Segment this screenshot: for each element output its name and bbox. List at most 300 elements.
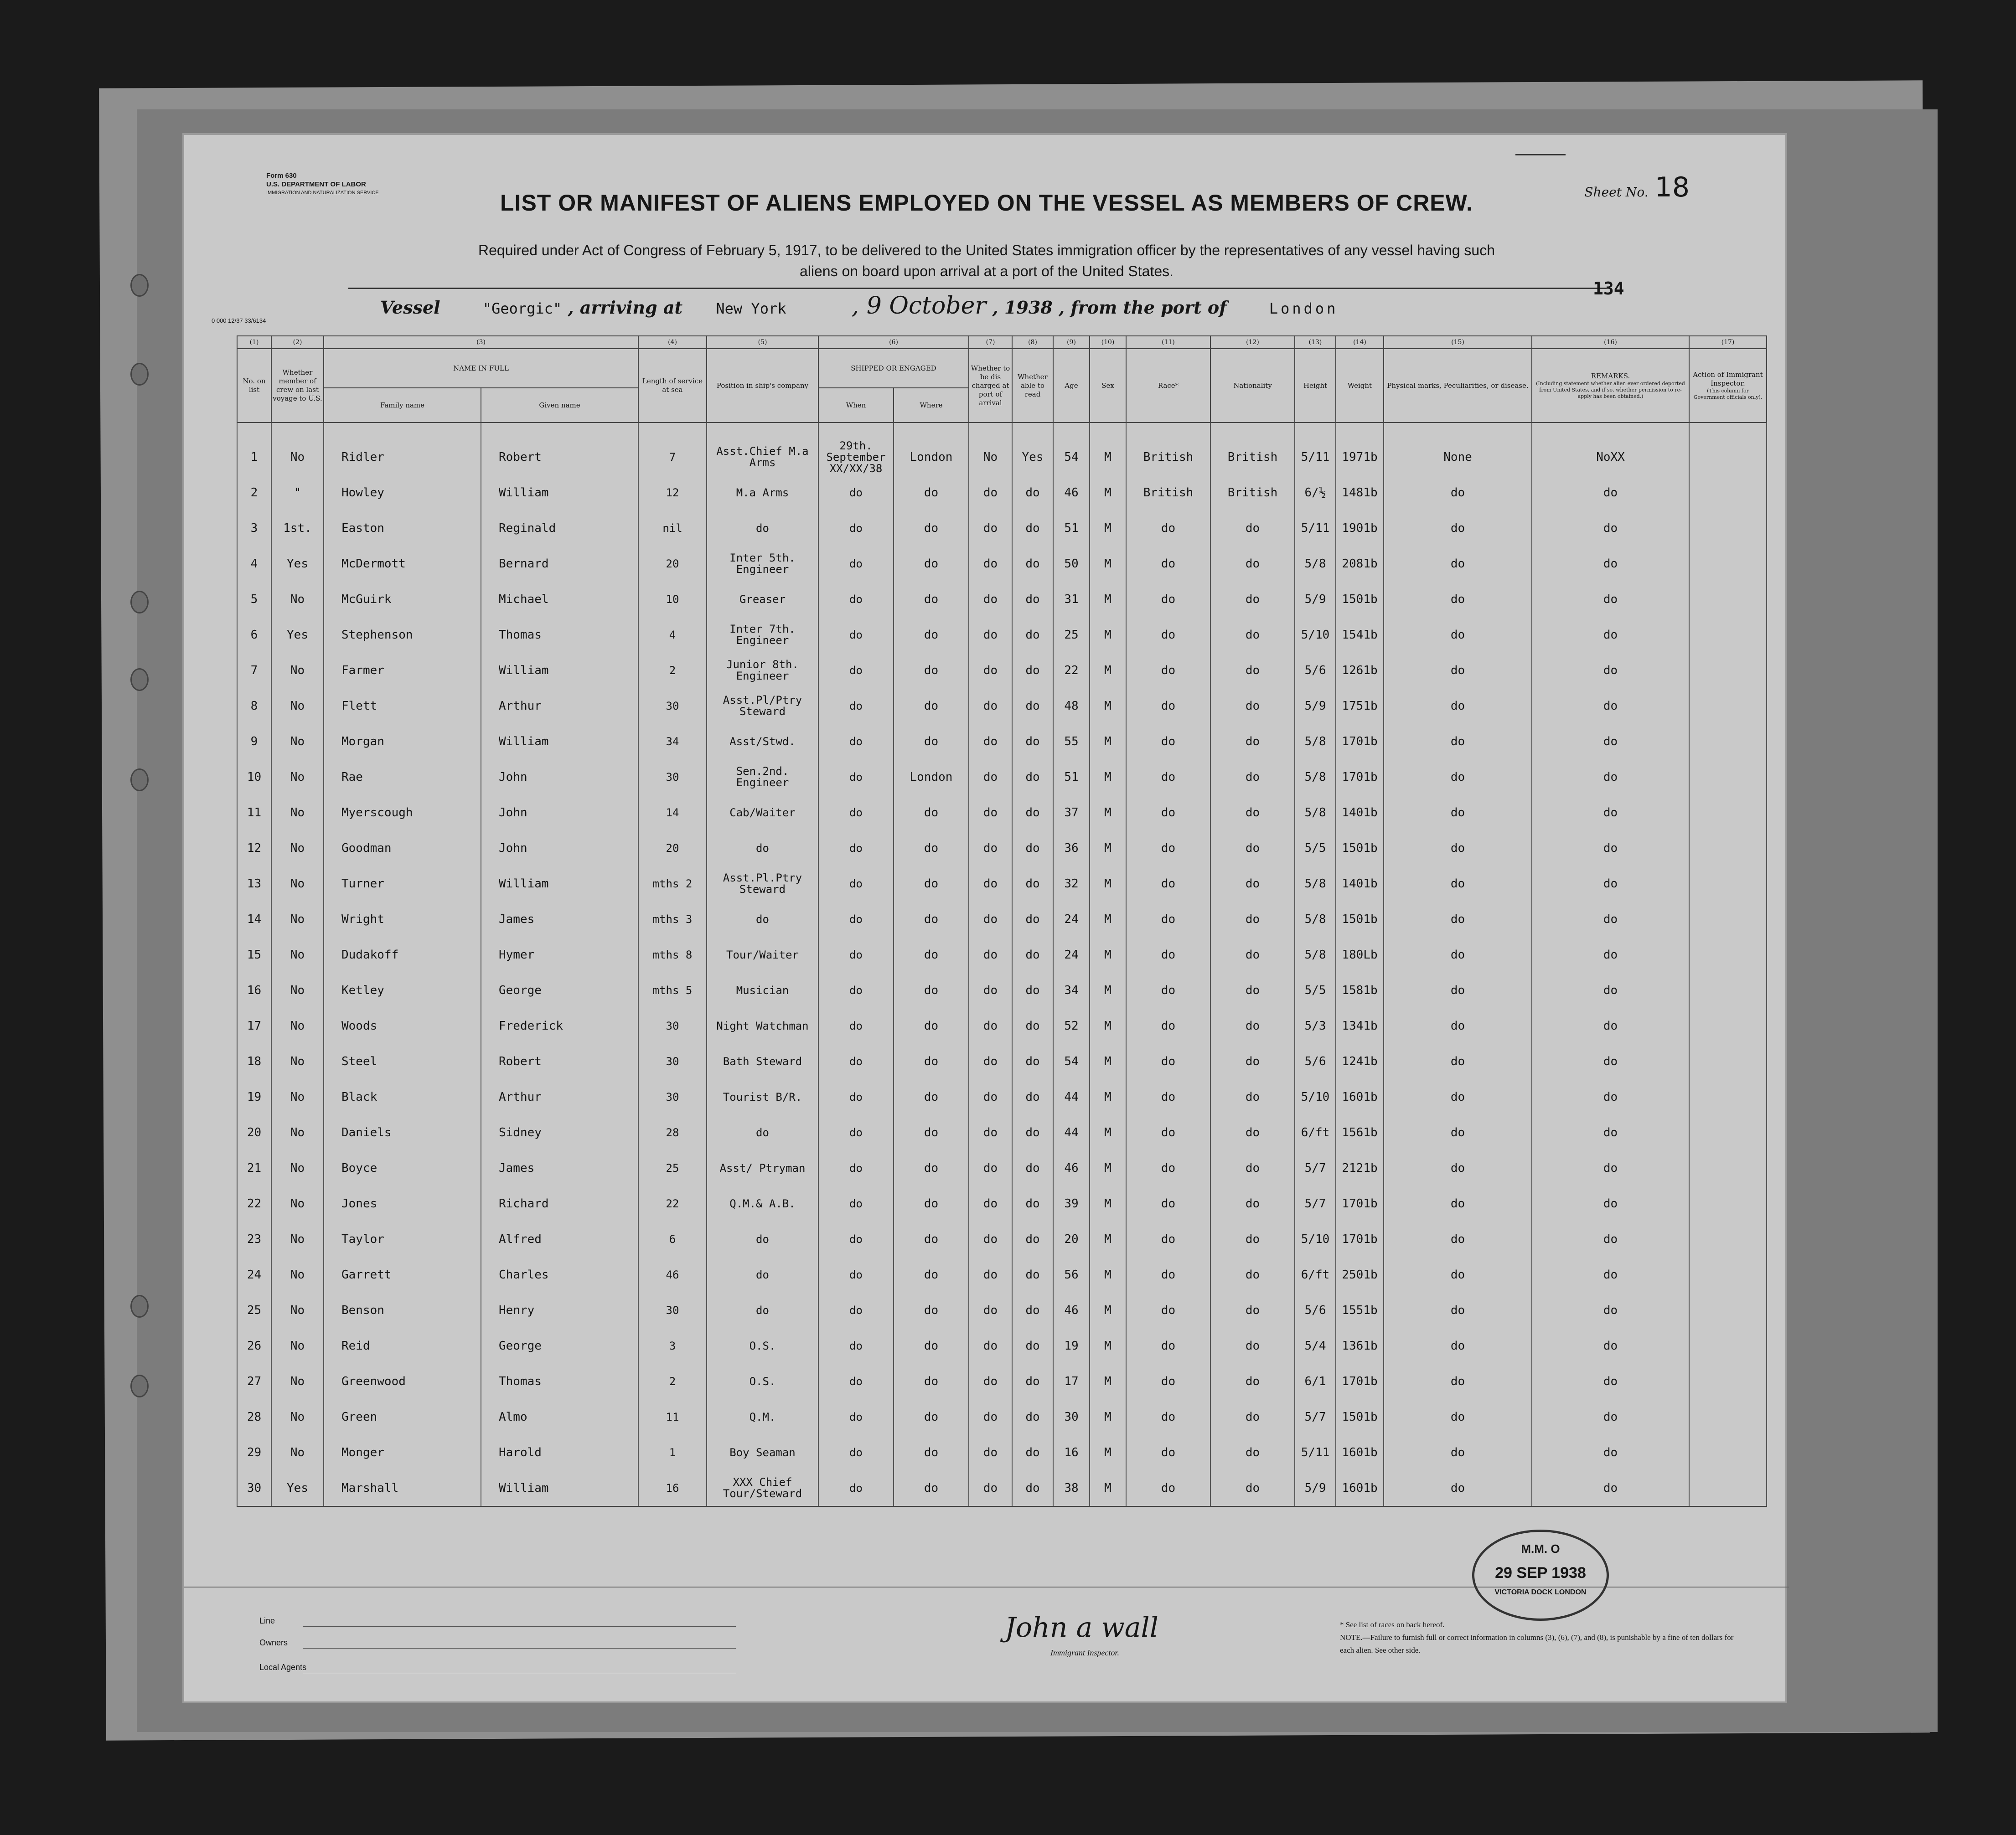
race-cell: do xyxy=(1126,1186,1210,1222)
header-remarks-note: (Including statement whether alien ever ordered deported from United States, and if so, whether permission to re-apply has been obtained.) xyxy=(1536,380,1685,399)
able-to-read-cell: do xyxy=(1012,902,1053,937)
sex-cell: M xyxy=(1090,617,1126,653)
age-cell: 44 xyxy=(1053,1115,1090,1150)
physical-marks-cell: do xyxy=(1384,937,1532,973)
spacer-cell xyxy=(1336,423,1384,439)
spacer-cell xyxy=(1126,423,1210,439)
given-name-cell: John xyxy=(481,795,638,830)
height-cell: 5/8 xyxy=(1295,795,1336,830)
given-name-cell: William xyxy=(481,1470,638,1506)
length-of-service-cell: 34 xyxy=(638,724,707,759)
length-of-service-cell: mths 2 xyxy=(638,866,707,902)
able-to-read-cell: do xyxy=(1012,1222,1053,1257)
able-to-read-cell: do xyxy=(1012,1328,1053,1364)
remarks-cell: do xyxy=(1532,1222,1689,1257)
shipped-when-cell: do xyxy=(818,653,894,688)
col-11-number: (11) xyxy=(1126,336,1210,349)
spacer-cell xyxy=(481,423,638,439)
to-be-discharged-cell: do xyxy=(969,866,1012,902)
age-cell: 51 xyxy=(1053,759,1090,795)
family-name-cell: Benson xyxy=(324,1293,481,1328)
shipped-where-cell: do xyxy=(894,617,969,653)
member-last-voyage-cell: No xyxy=(271,937,324,973)
able-to-read-cell: do xyxy=(1012,1435,1053,1470)
nationality-cell: do xyxy=(1210,1186,1295,1222)
age-cell: 46 xyxy=(1053,1150,1090,1186)
length-of-service-cell: 46 xyxy=(638,1257,707,1293)
to-be-discharged-cell: do xyxy=(969,1470,1012,1506)
given-name-cell: Arthur xyxy=(481,1079,638,1115)
nationality-cell: British xyxy=(1210,439,1295,475)
binder-hole xyxy=(130,591,149,613)
inspector-signature: John a wall xyxy=(1005,1612,1158,1644)
shipped-where-cell: do xyxy=(894,1257,969,1293)
col-17-number: (17) xyxy=(1689,336,1767,349)
given-name-cell: Henry xyxy=(481,1293,638,1328)
spacer-cell xyxy=(969,423,1012,439)
weight-cell: 1701b xyxy=(1336,1222,1384,1257)
binder-hole xyxy=(130,768,149,791)
table-row xyxy=(237,1399,1767,1435)
table-row xyxy=(237,1435,1767,1470)
physical-marks-cell: do xyxy=(1384,973,1532,1008)
family-name-cell: Goodman xyxy=(324,830,481,866)
inspector-action-cell xyxy=(1689,582,1767,617)
inspector-action-cell xyxy=(1689,653,1767,688)
col-14-number: (14) xyxy=(1336,336,1384,349)
row-number-cell: 9 xyxy=(237,724,271,759)
able-to-read-cell: do xyxy=(1012,510,1053,546)
sex-cell: M xyxy=(1090,546,1126,582)
nationality-cell: do xyxy=(1210,937,1295,973)
header-action-note: (This column for Government officials only). xyxy=(1693,388,1763,400)
from-port-label: , from the port of xyxy=(1058,297,1227,318)
family-name-cell: Farmer xyxy=(324,653,481,688)
row-number-cell: 11 xyxy=(237,795,271,830)
height-cell: 5/8 xyxy=(1295,724,1336,759)
inspector-action-cell xyxy=(1689,439,1767,475)
height-cell: 6/ft xyxy=(1295,1115,1336,1150)
physical-marks-cell: do xyxy=(1384,475,1532,510)
length-of-service-cell: 30 xyxy=(638,1008,707,1044)
table-row xyxy=(237,1044,1767,1079)
weight-cell: 1341b xyxy=(1336,1008,1384,1044)
spacer-cell xyxy=(1295,423,1336,439)
row-number-cell: 1 xyxy=(237,439,271,475)
row-number-cell: 24 xyxy=(237,1257,271,1293)
shipped-when-cell: do xyxy=(818,1044,894,1079)
height-cell: 5/7 xyxy=(1295,1186,1336,1222)
column-number-row xyxy=(237,336,1767,349)
position-cell: do xyxy=(707,830,818,866)
shipped-where-cell: do xyxy=(894,1079,969,1115)
length-of-service-cell: 28 xyxy=(638,1115,707,1150)
line-field[interactable] xyxy=(303,1626,736,1627)
stamp-top: M.M. O xyxy=(1521,1542,1560,1556)
length-of-service-cell: 10 xyxy=(638,582,707,617)
family-name-cell: Dudakoff xyxy=(324,937,481,973)
inspector-action-cell xyxy=(1689,1115,1767,1150)
age-cell: 32 xyxy=(1053,866,1090,902)
able-to-read-cell: do xyxy=(1012,1079,1053,1115)
shipped-when-cell: do xyxy=(818,1150,894,1186)
remarks-cell: do xyxy=(1532,1257,1689,1293)
to-be-discharged-cell: do xyxy=(969,1186,1012,1222)
spacer-cell xyxy=(1689,423,1767,439)
remarks-cell: do xyxy=(1532,510,1689,546)
remarks-cell: do xyxy=(1532,546,1689,582)
family-name-cell: Daniels xyxy=(324,1115,481,1150)
race-cell: British xyxy=(1126,475,1210,510)
sex-cell: M xyxy=(1090,1257,1126,1293)
col-12-number: (12) xyxy=(1210,336,1295,349)
remarks-cell: do xyxy=(1532,1079,1689,1115)
family-name-cell: Woods xyxy=(324,1008,481,1044)
family-name-cell: McGuirk xyxy=(324,582,481,617)
shipped-where-cell: do xyxy=(894,1186,969,1222)
member-last-voyage-cell: No xyxy=(271,1115,324,1150)
races-note: * See list of races on back hereof. xyxy=(1340,1620,1445,1629)
spacer-cell xyxy=(1532,423,1689,439)
physical-marks-cell: do xyxy=(1384,653,1532,688)
height-cell: 5/10 xyxy=(1295,1222,1336,1257)
able-to-read-cell: do xyxy=(1012,795,1053,830)
given-name-cell: Sidney xyxy=(481,1115,638,1150)
able-to-read-cell: do xyxy=(1012,1150,1053,1186)
table-row xyxy=(237,724,1767,759)
sex-cell: M xyxy=(1090,1150,1126,1186)
physical-marks-cell: do xyxy=(1384,546,1532,582)
column-title-row xyxy=(237,349,1767,388)
family-name-cell: Reid xyxy=(324,1328,481,1364)
to-be-discharged-cell: do xyxy=(969,973,1012,1008)
from-port: London xyxy=(1269,300,1339,317)
physical-marks-cell: do xyxy=(1384,1364,1532,1399)
height-cell: 6/ft xyxy=(1295,1257,1336,1293)
able-to-read-cell: do xyxy=(1012,1008,1053,1044)
sex-cell: M xyxy=(1090,1222,1126,1257)
member-last-voyage-cell: No xyxy=(271,1079,324,1115)
nationality-cell: do xyxy=(1210,1435,1295,1470)
family-name-cell: Ketley xyxy=(324,973,481,1008)
weight-cell: 1361b xyxy=(1336,1328,1384,1364)
height-cell: 5/10 xyxy=(1295,617,1336,653)
col-9-number: (9) xyxy=(1053,336,1090,349)
sex-cell: M xyxy=(1090,1293,1126,1328)
race-cell: do xyxy=(1126,1257,1210,1293)
member-last-voyage-cell: No xyxy=(271,1008,324,1044)
sex-cell: M xyxy=(1090,902,1126,937)
shipped-when-cell: do xyxy=(818,1222,894,1257)
row-number-cell: 8 xyxy=(237,688,271,724)
spacer-cell xyxy=(237,423,271,439)
race-cell: do xyxy=(1126,1008,1210,1044)
family-name-cell: Flett xyxy=(324,688,481,724)
weight-cell: 1401b xyxy=(1336,795,1384,830)
race-cell: do xyxy=(1126,582,1210,617)
shipped-when-cell: do xyxy=(818,1257,894,1293)
shipped-when-cell: do xyxy=(818,546,894,582)
sex-cell: M xyxy=(1090,830,1126,866)
member-last-voyage-cell: No xyxy=(271,1399,324,1435)
to-be-discharged-cell: do xyxy=(969,510,1012,546)
shipped-where-cell: do xyxy=(894,830,969,866)
physical-marks-cell: do xyxy=(1384,688,1532,724)
sex-cell: M xyxy=(1090,1470,1126,1506)
position-cell: do xyxy=(707,1115,818,1150)
race-cell: do xyxy=(1126,902,1210,937)
sex-cell: M xyxy=(1090,510,1126,546)
header-given-name: Given name xyxy=(481,388,638,423)
shipped-where-cell: do xyxy=(894,1115,969,1150)
weight-cell: 1601b xyxy=(1336,1470,1384,1506)
weight-cell: 1701b xyxy=(1336,1364,1384,1399)
given-name-cell: George xyxy=(481,1328,638,1364)
table-row xyxy=(237,475,1767,510)
height-cell: 5/9 xyxy=(1295,1470,1336,1506)
shipped-when-cell: do xyxy=(818,1364,894,1399)
header-remarks xyxy=(1532,349,1689,423)
nationality-cell: do xyxy=(1210,759,1295,795)
inspector-action-cell xyxy=(1689,1470,1767,1506)
to-be-discharged-cell: do xyxy=(969,475,1012,510)
stamp-date: 29 SEP 1938 xyxy=(1495,1564,1586,1582)
department-name: U.S. DEPARTMENT OF LABOR xyxy=(266,180,366,188)
age-cell: 38 xyxy=(1053,1470,1090,1506)
member-last-voyage-cell: No xyxy=(271,1328,324,1364)
nationality-cell: do xyxy=(1210,1257,1295,1293)
remarks-cell: NoXX xyxy=(1532,439,1689,475)
weight-cell: 1601b xyxy=(1336,1079,1384,1115)
remarks-cell: do xyxy=(1532,795,1689,830)
position-cell: Tourist B/R. xyxy=(707,1079,818,1115)
inspector-action-cell xyxy=(1689,688,1767,724)
col-7-number: (7) xyxy=(969,336,1012,349)
position-cell: do xyxy=(707,1222,818,1257)
shipped-when-cell: do xyxy=(818,617,894,653)
physical-marks-cell: do xyxy=(1384,510,1532,546)
local-agents-label: Local Agents xyxy=(259,1663,307,1672)
length-of-service-cell: mths 8 xyxy=(638,937,707,973)
manifest-count: 134 xyxy=(1593,278,1624,299)
stamp-bottom: VICTORIA DOCK LONDON xyxy=(1494,1588,1587,1596)
spacer-cell xyxy=(1012,423,1053,439)
sex-cell: M xyxy=(1090,937,1126,973)
able-to-read-cell: do xyxy=(1012,830,1053,866)
page-subtitle xyxy=(367,240,1607,282)
weight-cell: 1551b xyxy=(1336,1293,1384,1328)
member-last-voyage-cell: Yes xyxy=(271,617,324,653)
member-last-voyage-cell: No xyxy=(271,582,324,617)
race-cell: do xyxy=(1126,1293,1210,1328)
shipped-where-cell: do xyxy=(894,653,969,688)
table-row xyxy=(237,688,1767,724)
spacer-cell xyxy=(894,423,969,439)
able-to-read-cell: do xyxy=(1012,1364,1053,1399)
nationality-cell: do xyxy=(1210,902,1295,937)
shipped-where-cell: London xyxy=(894,439,969,475)
given-name-cell: Charles xyxy=(481,1257,638,1293)
table-row xyxy=(237,1008,1767,1044)
remarks-cell: do xyxy=(1532,1044,1689,1079)
weight-cell: 1701b xyxy=(1336,759,1384,795)
race-cell: do xyxy=(1126,759,1210,795)
member-last-voyage-cell: No xyxy=(271,902,324,937)
header-physical-marks: Physical marks, Peculiarities, or disease. xyxy=(1384,349,1532,423)
physical-marks-cell: do xyxy=(1384,902,1532,937)
age-cell: 54 xyxy=(1053,439,1090,475)
length-of-service-cell: 1 xyxy=(638,1435,707,1470)
row-number-cell: 26 xyxy=(237,1328,271,1364)
sex-cell: M xyxy=(1090,1186,1126,1222)
sex-cell: M xyxy=(1090,1364,1126,1399)
race-cell: do xyxy=(1126,1364,1210,1399)
age-cell: 30 xyxy=(1053,1399,1090,1435)
shipped-when-cell: do xyxy=(818,1293,894,1328)
owners-field[interactable] xyxy=(303,1648,736,1649)
shipped-where-cell: do xyxy=(894,724,969,759)
height-cell: 5/8 xyxy=(1295,902,1336,937)
header-when: When xyxy=(818,388,894,423)
length-of-service-cell: 2 xyxy=(638,653,707,688)
position-cell: Inter 5th. Engineer xyxy=(707,546,818,582)
sex-cell: M xyxy=(1090,759,1126,795)
able-to-read-cell: do xyxy=(1012,973,1053,1008)
to-be-discharged-cell: do xyxy=(969,830,1012,866)
spacer-cell xyxy=(638,423,707,439)
length-of-service-cell: 12 xyxy=(638,475,707,510)
inspector-action-cell xyxy=(1689,1079,1767,1115)
sex-cell: M xyxy=(1090,1044,1126,1079)
sex-cell: M xyxy=(1090,1328,1126,1364)
weight-cell: 2081b xyxy=(1336,546,1384,582)
weight-cell: 1261b xyxy=(1336,653,1384,688)
able-to-read-cell: do xyxy=(1012,582,1053,617)
given-name-cell: William xyxy=(481,866,638,902)
inspector-action-cell xyxy=(1689,973,1767,1008)
physical-marks-cell: do xyxy=(1384,830,1532,866)
nationality-cell: do xyxy=(1210,546,1295,582)
shipped-where-cell: do xyxy=(894,902,969,937)
table-row xyxy=(237,1150,1767,1186)
family-name-cell: Green xyxy=(324,1399,481,1435)
able-to-read-cell: do xyxy=(1012,1293,1053,1328)
header-able-read: Whether able to read xyxy=(1012,349,1053,423)
row-number-cell: 3 xyxy=(237,510,271,546)
remarks-cell: do xyxy=(1532,653,1689,688)
shipped-where-cell: do xyxy=(894,1150,969,1186)
remarks-cell: do xyxy=(1532,937,1689,973)
position-cell: Boy Seaman xyxy=(707,1435,818,1470)
inspector-action-cell xyxy=(1689,617,1767,653)
remarks-cell: do xyxy=(1532,475,1689,510)
position-cell: Musician xyxy=(707,973,818,1008)
sex-cell: M xyxy=(1090,582,1126,617)
position-cell: Asst/ Ptryman xyxy=(707,1150,818,1186)
length-of-service-cell: mths 5 xyxy=(638,973,707,1008)
sex-cell: M xyxy=(1090,866,1126,902)
race-cell: do xyxy=(1126,724,1210,759)
length-of-service-cell: 22 xyxy=(638,1186,707,1222)
row-number-cell: 12 xyxy=(237,830,271,866)
age-cell: 31 xyxy=(1053,582,1090,617)
able-to-read-cell: do xyxy=(1012,937,1053,973)
row-number-cell: 29 xyxy=(237,1435,271,1470)
shipped-when-cell: do xyxy=(818,1079,894,1115)
remarks-cell: do xyxy=(1532,688,1689,724)
shipped-where-cell: do xyxy=(894,582,969,617)
table-row xyxy=(237,795,1767,830)
table-row xyxy=(237,973,1767,1008)
header-weight: Weight xyxy=(1336,349,1384,423)
given-name-cell: James xyxy=(481,902,638,937)
remarks-cell: do xyxy=(1532,902,1689,937)
header-sex: Sex xyxy=(1090,349,1126,423)
sheet-number-label: Sheet No. xyxy=(1584,185,1649,200)
row-number-cell: 21 xyxy=(237,1150,271,1186)
height-cell: 5/11 xyxy=(1295,1435,1336,1470)
physical-marks-cell: do xyxy=(1384,1008,1532,1044)
header-family-name: Family name xyxy=(324,388,481,423)
row-number-cell: 15 xyxy=(237,937,271,973)
sex-cell: M xyxy=(1090,439,1126,475)
remarks-cell: do xyxy=(1532,759,1689,795)
header-discharged: Whether to be dis charged at port of arrival xyxy=(969,349,1012,423)
length-of-service-cell: mths 3 xyxy=(638,902,707,937)
shipped-where-cell: do xyxy=(894,973,969,1008)
table-row xyxy=(237,1328,1767,1364)
weight-cell: 1751b xyxy=(1336,688,1384,724)
col-2-number: (2) xyxy=(271,336,324,349)
inspector-action-cell xyxy=(1689,830,1767,866)
header-action xyxy=(1689,349,1767,423)
table-row xyxy=(237,1079,1767,1115)
able-to-read-cell: Yes xyxy=(1012,439,1053,475)
manifest-page xyxy=(182,133,1787,1703)
shipped-where-cell: do xyxy=(894,1435,969,1470)
spacer-cell xyxy=(1210,423,1295,439)
remarks-cell: do xyxy=(1532,617,1689,653)
position-cell: O.S. xyxy=(707,1364,818,1399)
col-13-number: (13) xyxy=(1295,336,1336,349)
member-last-voyage-cell: No xyxy=(271,1222,324,1257)
age-cell: 46 xyxy=(1053,1293,1090,1328)
shipped-where-cell: do xyxy=(894,1470,969,1506)
col-5-number: (5) xyxy=(707,336,818,349)
able-to-read-cell: do xyxy=(1012,866,1053,902)
position-cell: XXX Chief Tour/Steward xyxy=(707,1470,818,1506)
age-cell: 24 xyxy=(1053,902,1090,937)
position-cell: Cab/Waiter xyxy=(707,795,818,830)
physical-marks-cell: do xyxy=(1384,1293,1532,1328)
arrival-date: , 9 October xyxy=(851,292,987,320)
weight-cell: 1501b xyxy=(1336,902,1384,937)
shipped-when-cell: do xyxy=(818,937,894,973)
sex-cell: M xyxy=(1090,475,1126,510)
nationality-cell: do xyxy=(1210,1222,1295,1257)
nationality-cell: do xyxy=(1210,688,1295,724)
member-last-voyage-cell: No xyxy=(271,688,324,724)
position-cell: do xyxy=(707,1293,818,1328)
to-be-discharged-cell: do xyxy=(969,1115,1012,1150)
nationality-cell: do xyxy=(1210,973,1295,1008)
arriving-label: , arriving at xyxy=(568,297,683,318)
row-number-cell: 7 xyxy=(237,653,271,688)
shipped-where-cell: do xyxy=(894,510,969,546)
weight-cell: 2501b xyxy=(1336,1257,1384,1293)
inspector-action-cell xyxy=(1689,724,1767,759)
sex-cell: M xyxy=(1090,724,1126,759)
